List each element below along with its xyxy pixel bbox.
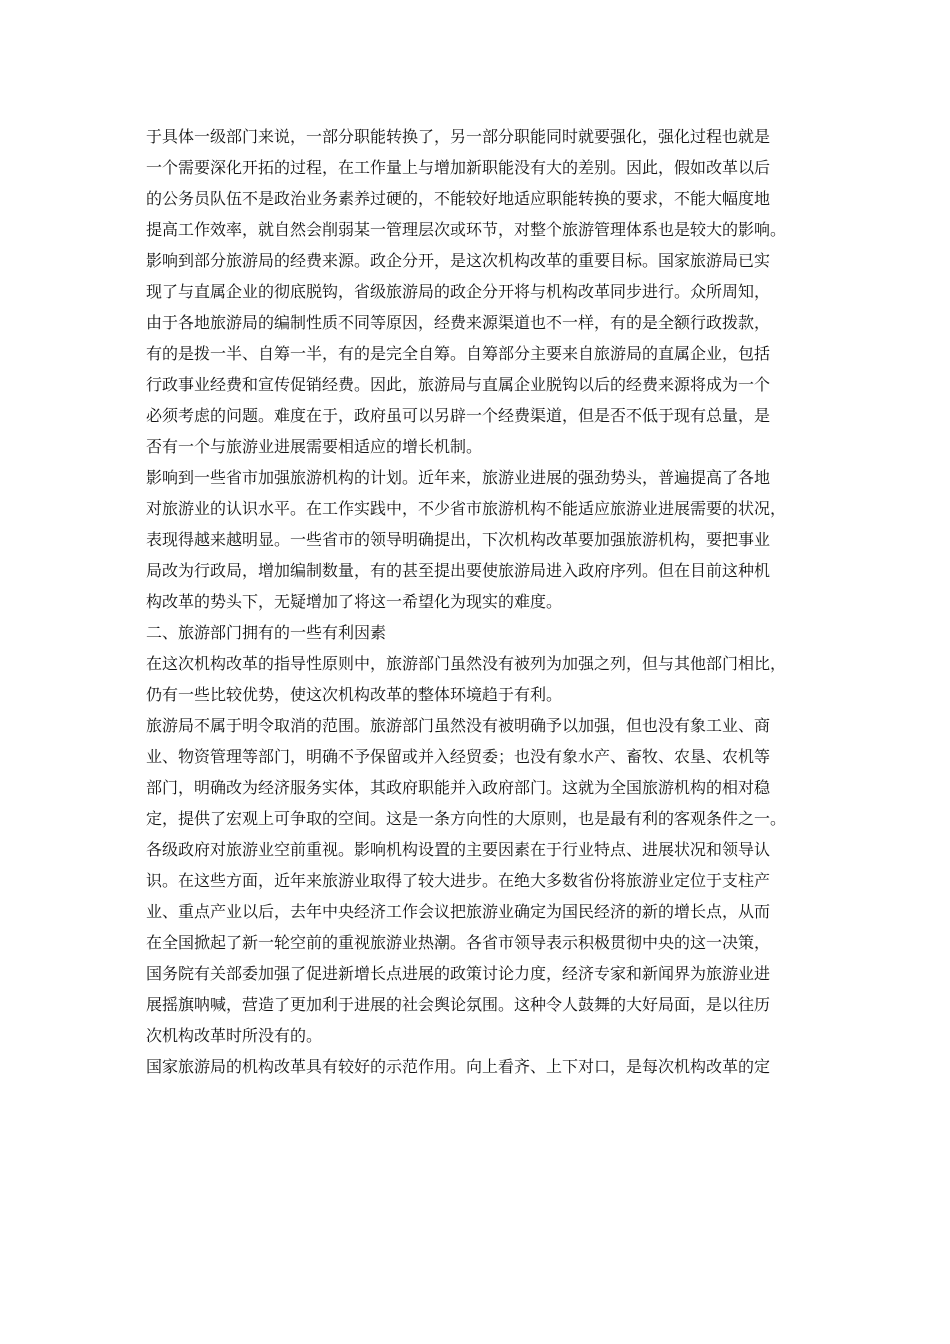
text-line: 表现得越来越明显。一些省市的领导明确提出，下次机构改革要加强旅游机构，要把事业 <box>146 530 771 549</box>
text-line: 在这次机构改革的指导性原则中，旅游部门虽然没有被列为加强之列，但与其他部门相比， <box>146 654 787 673</box>
text-line: 否有一个与旅游业进展需要相适应的增长机制。 <box>146 437 483 456</box>
text-line: 国务院有关部委加强了促进新增长点进展的政策讨论力度，经济专家和新闻界为旅游业进 <box>146 964 771 983</box>
text-line: 业、物资管理等部门，明确不予保留或并入经贸委；也没有象水产、畜牧、农垦、农机等 <box>146 747 771 766</box>
text-line: 次机构改革时所没有的。 <box>146 1026 323 1045</box>
text-line: 提高工作效率，就自然会削弱某一管理层次或环节，对整个旅游管理体系也是较大的影响。 <box>146 220 787 239</box>
text-line: 的公务员队伍不是政治业务素养过硬的，不能较好地适应职能转换的要求，不能大幅度地 <box>146 189 771 208</box>
text-line: 仍有一些比较优势，使这次机构改革的整体环境趋于有利。 <box>146 685 563 704</box>
text-line: 对旅游业的认识水平。在工作实践中，不少省市旅游机构不能适应旅游业进展需要的状况， <box>146 499 787 518</box>
text-line: 一个需要深化开拓的过程，在工作量上与增加新职能没有大的差别。因此，假如改革以后 <box>146 158 771 177</box>
text-line: 部门，明确改为经济服务实体，其政府职能并入政府部门。这就为全国旅游机构的相对稳 <box>146 778 771 797</box>
text-line: 识。在这些方面，近年来旅游业取得了较大进步。在绝大多数省份将旅游业定位于支柱产 <box>146 871 771 890</box>
body-text <box>146 121 818 1082</box>
text-line: 有的是拨一半、自筹一半，有的是完全自筹。自筹部分主要来自旅游局的直属企业，包括 <box>146 344 771 363</box>
text-line: 二、旅游部门拥有的一些有利因素 <box>146 623 387 642</box>
text-line: 业、重点产业以后，去年中央经济工作会议把旅游业确定为国民经济的新的增长点，从而 <box>146 902 771 921</box>
text-line: 展摇旗呐喊，营造了更加利于进展的社会舆论氛围。这种令人鼓舞的大好局面，是以往历 <box>146 995 771 1014</box>
text-line: 构改革的势头下，无疑增加了将这一希望化为现实的难度。 <box>146 592 563 611</box>
text-line: 现了与直属企业的彻底脱钩，省级旅游局的政企分开将与机构改革同步进行。众所周知， <box>146 282 771 301</box>
text-line: 于具体一级部门来说，一部分职能转换了，另一部分职能同时就要强化，强化过程也就是 <box>146 127 771 146</box>
text-line: 行政事业经费和宣传促销经费。因此，旅游局与直属企业脱钩以后的经费来源将成为一个 <box>146 375 771 394</box>
text-line: 影响到部分旅游局的经费来源。政企分开，是这次机构改革的重要目标。国家旅游局已实 <box>146 251 771 270</box>
text-line: 定，提供了宏观上可争取的空间。这是一条方向性的大原则，也是最有利的客观条件之一。 <box>146 809 787 828</box>
text-line: 必须考虑的问题。难度在于，政府虽可以另辟一个经费渠道，但是否不低于现有总量，是 <box>146 406 771 425</box>
text-line: 影响到一些省市加强旅游机构的计划。近年来，旅游业进展的强劲势头，普遍提高了各地 <box>146 468 771 487</box>
text-line: 各级政府对旅游业空前重视。影响机构设置的主要因素在于行业特点、进展状况和领导认 <box>146 840 771 859</box>
text-line: 在全国掀起了新一轮空前的重视旅游业热潮。各省市领导表示积极贯彻中央的这一决策， <box>146 933 771 952</box>
text-line: 国家旅游局的机构改革具有较好的示范作用。向上看齐、上下对口，是每次机构改革的定 <box>146 1057 771 1076</box>
text-line: 局改为行政局，增加编制数量，有的甚至提出要使旅游局进入政府序列。但在目前这种机 <box>146 561 771 580</box>
text-line: 旅游局不属于明令取消的范围。旅游部门虽然没有被明确予以加强，但也没有象工业、商 <box>146 716 771 735</box>
text-line: 由于各地旅游局的编制性质不同等原因，经费来源渠道也不一样，有的是全额行政拨款， <box>146 313 771 332</box>
